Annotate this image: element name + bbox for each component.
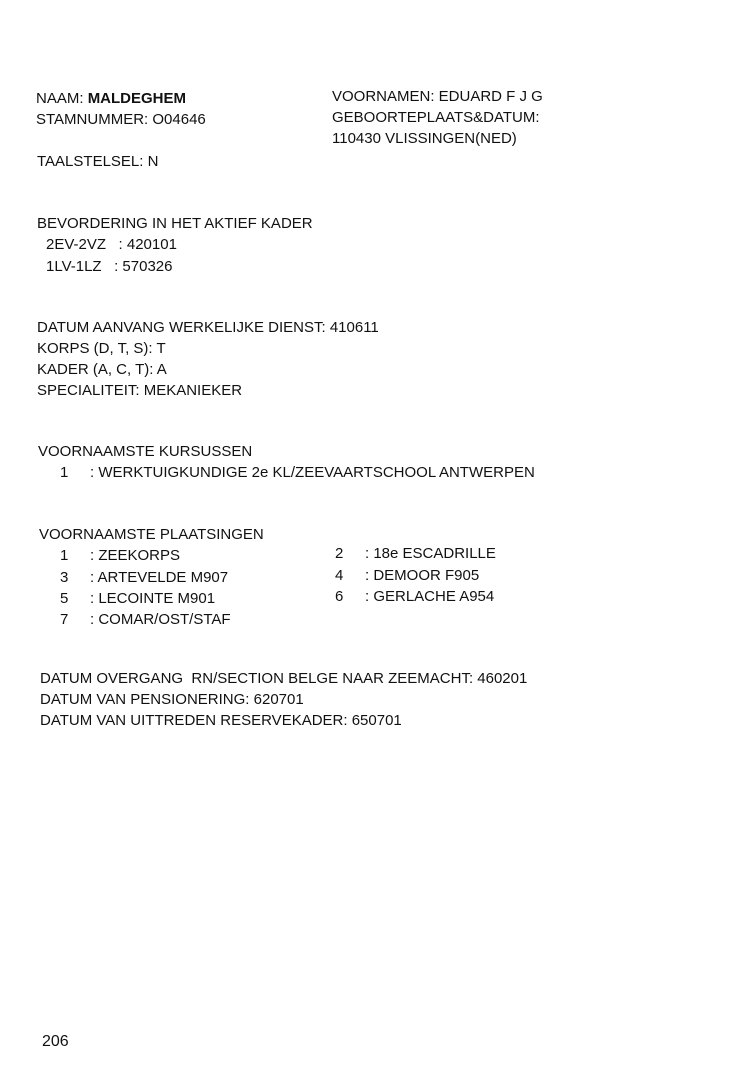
plaatsing-number: 2: [335, 545, 344, 562]
kursus-item: [60, 464, 535, 482]
geboorte-label: GEBOORTEPLAATS&DATUM:: [332, 109, 540, 126]
plaatsing-text: : LECOINTE M901: [90, 590, 216, 607]
plaatsing-text: : ZEEKORPS: [90, 547, 181, 564]
dienst-line: KORPS (D, T, S): T: [37, 340, 166, 357]
dienst-line: KADER (A, C, T): A: [37, 361, 167, 378]
plaatsing-item: [335, 567, 479, 585]
overgang-line: DATUM OVERGANG RN/SECTION BELGE NAAR ZEEMACHT: 460201: [40, 670, 528, 687]
plaatsing-text: : GERLACHE A954: [365, 588, 495, 605]
plaatsing-item: [335, 545, 496, 563]
naam-label: NAAM:: [36, 90, 84, 107]
plaatsing-item: [60, 611, 231, 629]
plaatsing-item: [60, 547, 180, 565]
plaatsing-item: [335, 588, 494, 606]
plaatsing-number: 6: [335, 588, 344, 605]
plaatsing-item: [60, 590, 215, 608]
plaatsing-item: [60, 569, 228, 587]
naam-line: [36, 90, 186, 108]
voornamen: VOORNAMEN: EDUARD F J G: [332, 88, 543, 105]
plaatsing-text: : DEMOOR F905: [365, 567, 480, 584]
stamnummer: STAMNUMMER: O04646: [36, 111, 206, 128]
plaatsing-text: : 18e ESCADRILLE: [365, 545, 496, 562]
bevordering-item: 1LV-1LZ : 570326: [46, 258, 173, 275]
bevordering-title: BEVORDERING IN HET AKTIEF KADER: [37, 215, 313, 232]
dienst-line: DATUM AANVANG WERKELIJKE DIENST: 410611: [37, 319, 379, 336]
taalstelsel: TAALSTELSEL: N: [37, 153, 159, 170]
plaatsing-number: 3: [60, 569, 69, 586]
plaatsingen-title: VOORNAAMSTE PLAATSINGEN: [39, 526, 264, 543]
kursussen-title: VOORNAAMSTE KURSUSSEN: [38, 443, 253, 460]
reservekader-line: DATUM VAN UITTREDEN RESERVEKADER: 650701: [40, 712, 402, 729]
bevordering-item: 2EV-2VZ : 420101: [46, 236, 177, 253]
kursus-text: : WERKTUIGKUNDIGE 2e KL/ZEEVAARTSCHOOL ANTWERPEN: [90, 464, 535, 481]
plaatsing-number: 1: [60, 547, 69, 564]
pensionering-line: DATUM VAN PENSIONERING: 620701: [40, 691, 304, 708]
page-number: 206: [42, 1033, 69, 1050]
plaatsing-text: : COMAR/OST/STAF: [90, 611, 231, 628]
geboorte-value: 110430 VLISSINGEN(NED): [332, 130, 517, 147]
plaatsing-number: 5: [60, 590, 69, 607]
dienst-line: SPECIALITEIT: MEKANIEKER: [37, 382, 243, 399]
naam-value: MALDEGHEM: [87, 90, 187, 107]
kursus-number: 1: [60, 464, 69, 481]
plaatsing-text: : ARTEVELDE M907: [90, 569, 229, 586]
plaatsing-number: 4: [335, 567, 344, 584]
plaatsing-number: 7: [60, 611, 69, 628]
